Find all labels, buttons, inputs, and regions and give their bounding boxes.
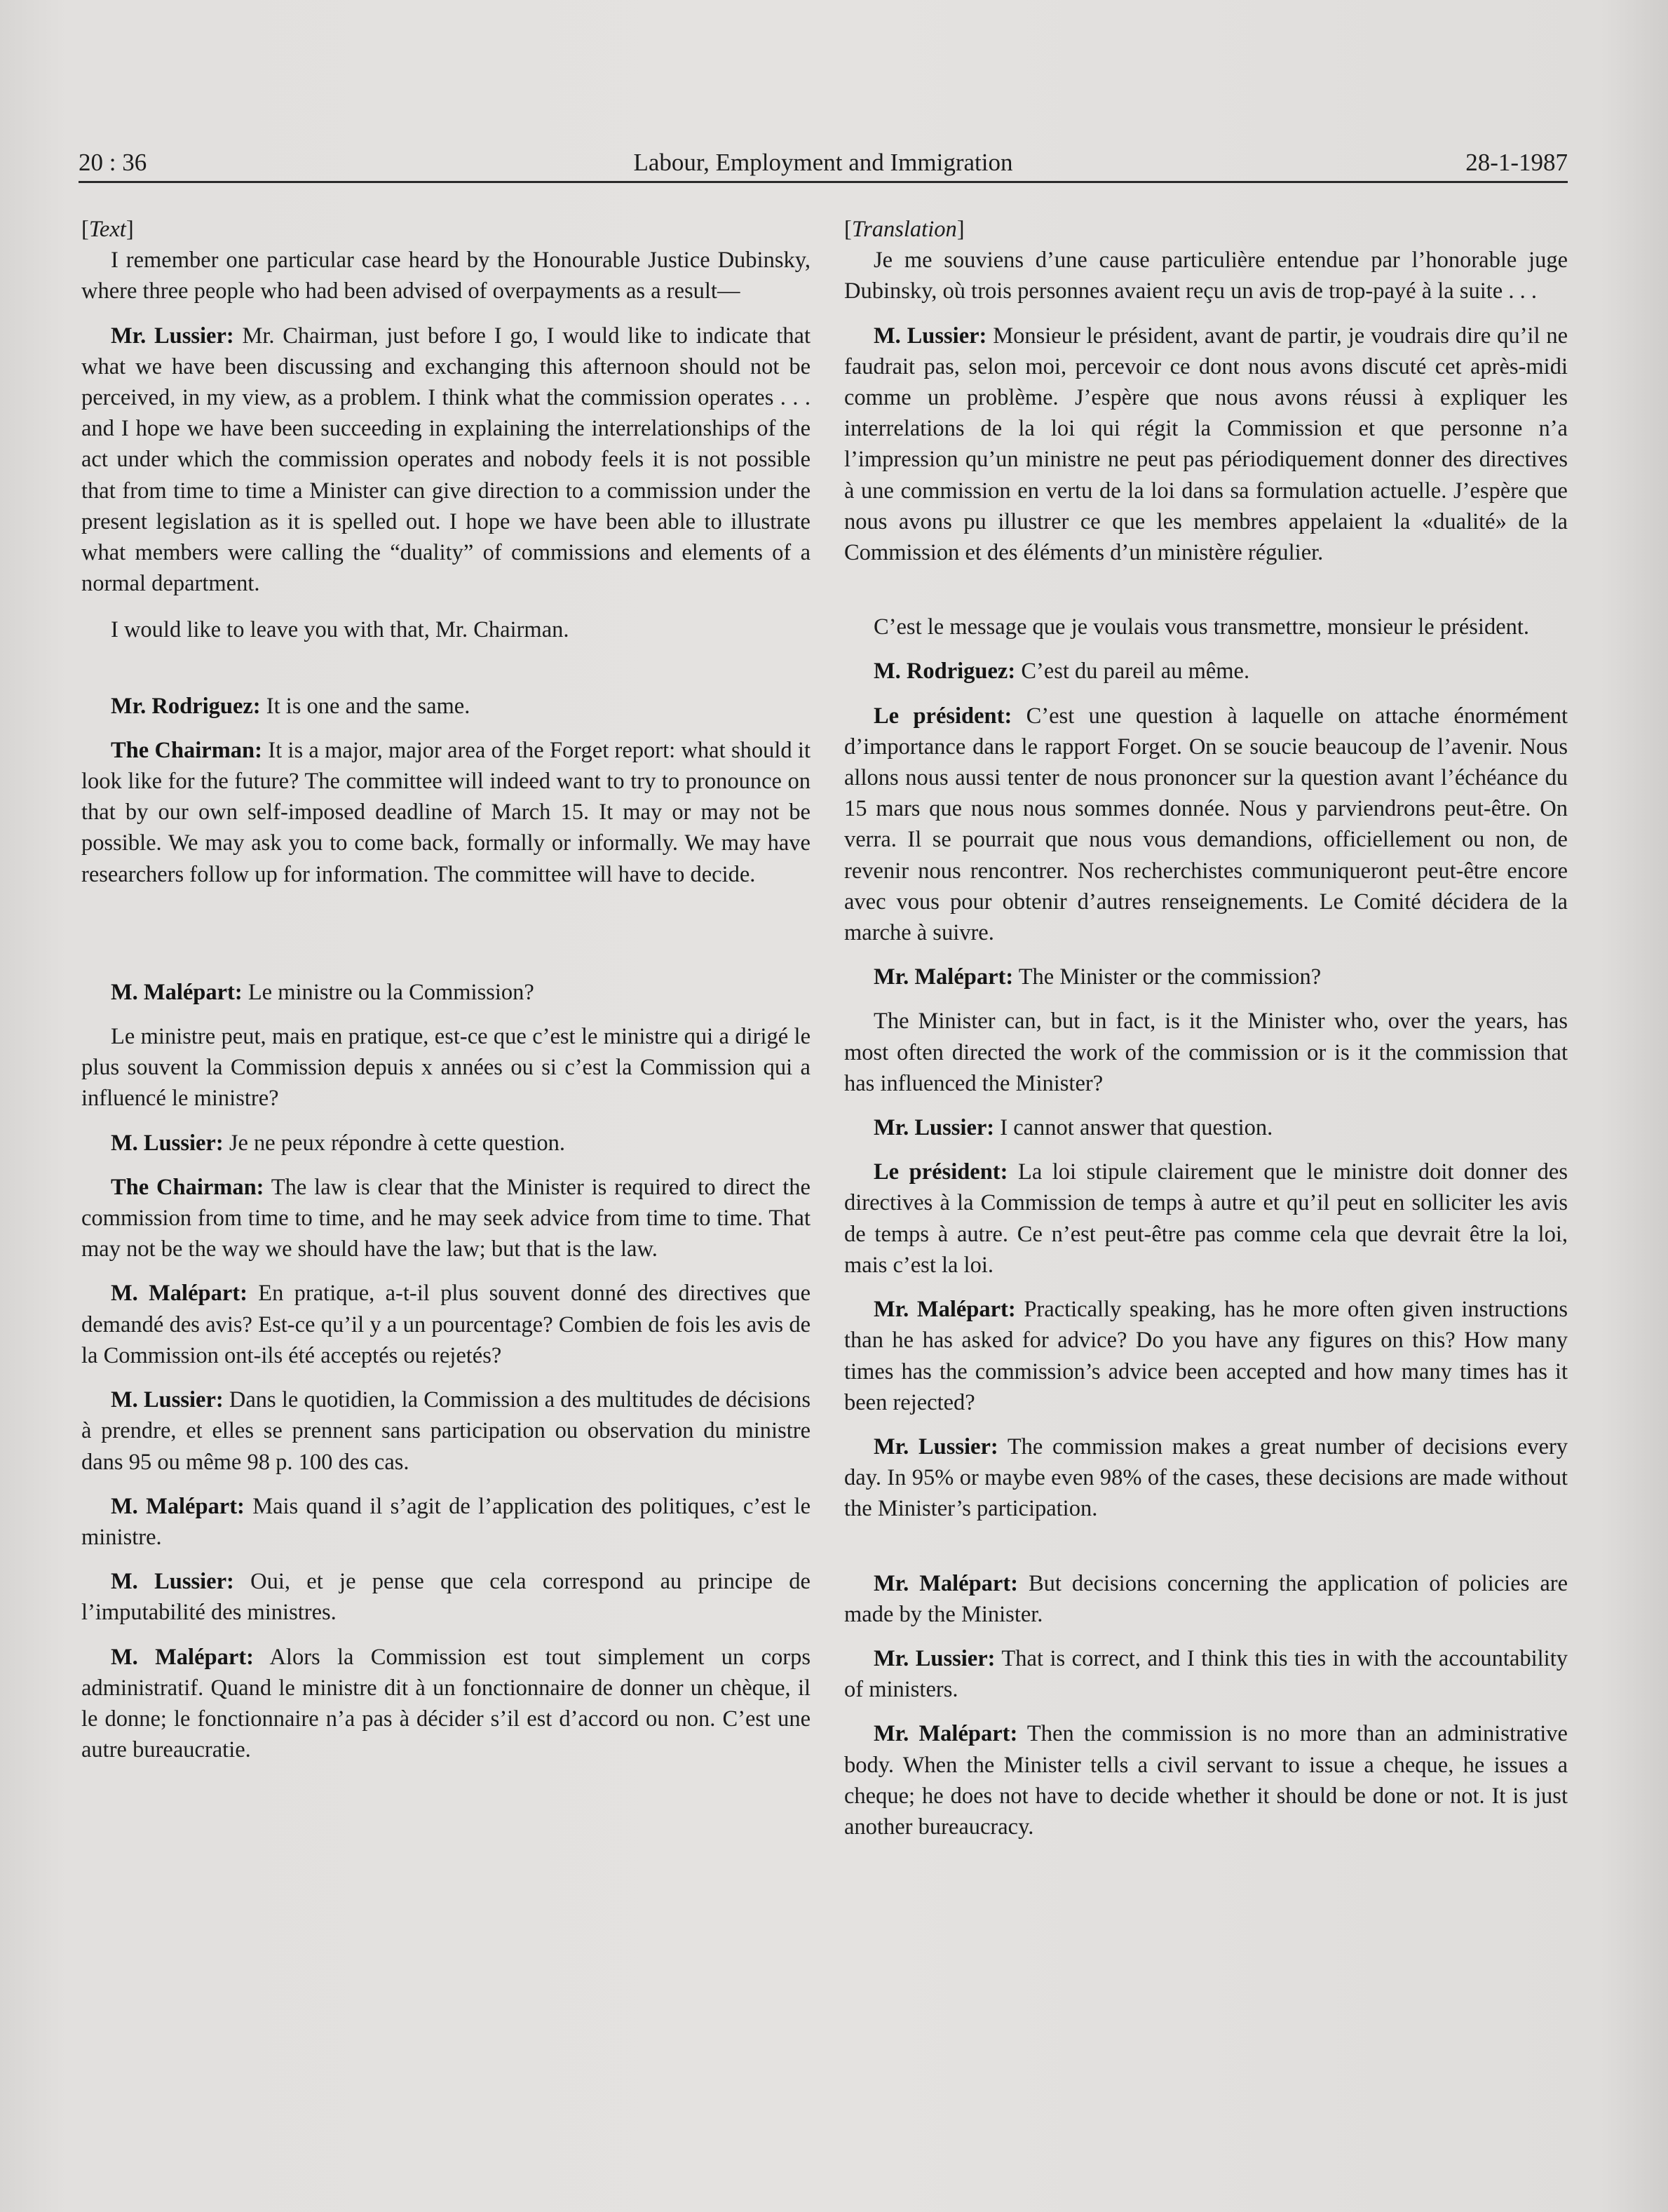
transcript-paragraph: M. Malépart: En pratique, a-t-il plus souvent donné des directives que demandé des avis? Est-ce qu’il y a un pourcentage? Combien de fois les avis de la Commission ont-ils été acceptés ou rejetés? xyxy=(81,1281,811,1368)
transcript-paragraph: Mr. Malépart: But decisions concerning the application of policies are made by the Minister. xyxy=(844,1570,1568,1627)
transcript-paragraph: M. Malépart: Alors la Commission est tout simplement un corps administratif. Quand le ministre dit à un fonctionnaire de donner un chèque, il le donne; le fonctionnaire n’a pas à décider s’il est d’accord ou non. C’est une autre bureaucratie. xyxy=(81,1644,811,1763)
transcript-paragraph: M. Malépart: Mais quand il s’agit de l’application des politiques, c’est le ministre. xyxy=(81,1493,811,1550)
transcript-paragraph: M. Lussier: Oui, et je pense que cela correspond au principe de l’imputabilité des ministres. xyxy=(81,1569,811,1626)
transcript-paragraph: M. Lussier: Dans le quotidien, la Commission a des multitudes de décisions à prendre, et elles se prennent sans participation ou observation du ministre dans 95 ou même 98 p. 100 des cas. xyxy=(81,1387,811,1475)
transcript-paragraph: M. Malépart: Le ministre ou la Commission? xyxy=(111,979,534,1005)
transcript-paragraph: Le ministre peut, mais en pratique, est-ce que c’est le ministre qui a dirigé le plus souvent la Commission depuis x années ou si c’est la Commission qui a influencé le ministre? xyxy=(81,1024,811,1112)
transcript-paragraph: M. Rodriguez: C’est du pareil au même. xyxy=(874,659,1250,684)
english-column xyxy=(81,214,811,1779)
transcript-paragraph: The Minister can, but in fact, is it the Minister who, over the years, has most often directed the work of the commission or is it the commission that has influenced the Minister? xyxy=(844,1009,1568,1096)
page-number: 20 : 36 xyxy=(79,149,147,176)
column-tag: [Translation] xyxy=(844,217,965,242)
transcript-paragraph: Mr. Malépart: The Minister or the commission? xyxy=(874,964,1322,990)
transcript-paragraph: Mr. Lussier: Mr. Chairman, just before I go, I would like to indicate that what we have been discussing and exchanging this afternoon should not be perceived, in my view, as a problem. I think what the commission operates . . . and I hope we have been succeeding in explaining the interrelationships of the act under which the commission operates and nobody feels it is not possible that from time to time a Minister can give direction to a commission under the present legislation as it is spelled out. I hope we have been able to illustrate what members were calling the “duality” of commissions and elements of a normal department. xyxy=(81,323,811,597)
transcript-paragraph: Le président: C’est une question à laquelle on attache énormément d’importance dans le rapport Forget. On se soucie beaucoup de l’avenir. Nous allons nous aussi tenter de nous prononcer sur la question avant l’échéance du 15 mars que nous nous sommes donnée. Nous y parviendrons peut-être. On verra. Il se pourrait que nous vous demandions, officiellement ou non, de revenir nous rencontrer. Nos recherchistes communiqueront peut-être encore avec vous pour obtenir d’autres renseignements. Le Comité décidera de la marche à suivre. xyxy=(844,703,1568,946)
page-date: 28-1-1987 xyxy=(1465,149,1568,176)
transcript-paragraph: Mr. Lussier: I cannot answer that question. xyxy=(874,1115,1273,1141)
transcript-paragraph: M. Lussier: Monsieur le président, avant de partir, je voudrais dire qu’il ne faudrait pas, selon moi, percevoir ce dont nous avons discuté cet après-midi comme un problème. J’espère que nous avons réussi à expliquer les interrelations de la loi qui régit la Commission et que personne n’a l’impression qu’un ministre ne peut pas périodiquement donner des directives à une commission en vertu de la loi dans sa formulation actuelle. J’espère que nous avons pu illustrer ce que les membres appelaient la «dualité» de la Commission et des éléments d’un ministère régulier. xyxy=(844,323,1568,566)
column-tag: [Text] xyxy=(81,217,134,242)
transcript-paragraph: I would like to leave you with that, Mr. Chairman. xyxy=(111,617,569,643)
transcript-paragraph: M. Lussier: Je ne peux répondre à cette question. xyxy=(111,1130,565,1156)
page-header xyxy=(79,144,1568,183)
transcript-paragraph: The Chairman: The law is clear that the Minister is required to direct the commission from time to time, and he may seek advice from time to time. That may not be the way we should have the law; but that is the law. xyxy=(81,1174,811,1262)
transcript-paragraph: Mr. Malépart: Then the commission is no more than an administrative body. When the Minister tells a civil servant to issue a cheque, he issues a cheque; he does not have to decide whether it should be done or not. It is just another bureaucracy. xyxy=(844,1721,1568,1840)
french-column xyxy=(844,214,1568,1856)
transcript-paragraph: Mr. Malépart: Practically speaking, has he more often given instructions than he has asked for advice? Do you have any figures on this? How many times has the commission’s advice been accepted and how many times has it been rejected? xyxy=(844,1297,1568,1415)
running-title: Labour, Employment and Immigration xyxy=(633,149,1013,176)
transcript-paragraph: Mr. Lussier: The commission makes a great number of decisions every day. In 95% or maybe even 98% of the cases, these decisions are made without the Minister’s participation. xyxy=(844,1434,1568,1522)
transcript-paragraph: C’est le message que je voulais vous transmettre, monsieur le président. xyxy=(874,614,1530,640)
transcript-paragraph: Le président: La loi stipule clairement que le ministre doit donner des directives à la Commission de temps à autre et qu’il peut en solliciter les avis de temps à autre. Ce n’est peut-être pas comme cela que devrait être la loi, mais c’est la loi. xyxy=(844,1159,1568,1278)
transcript-paragraph: Mr. Rodriguez: It is one and the same. xyxy=(111,693,470,719)
transcript-paragraph: Je me souviens d’une cause particulière entendue par l’honorable juge Dubinsky, où trois personnes avaient reçu un avis de trop-payé à la suite . . . xyxy=(844,248,1568,304)
transcript-paragraph: I remember one particular case heard by the Honourable Justice Dubinsky, where three people who had been advised of overpayments as a result— xyxy=(81,248,811,304)
transcript-paragraph: Mr. Lussier: That is correct, and I think this ties in with the accountability of ministers. xyxy=(844,1645,1568,1703)
transcript-paragraph: The Chairman: It is a major, major area of the Forget report: what should it look like for the future? The committee will indeed want to try to pronounce on that by our own self-imposed deadline of March 15. It may or may not be possible. We may ask you to come back, formally or informally. We may have researchers follow up for information. The committee will have to decide. xyxy=(81,737,811,887)
